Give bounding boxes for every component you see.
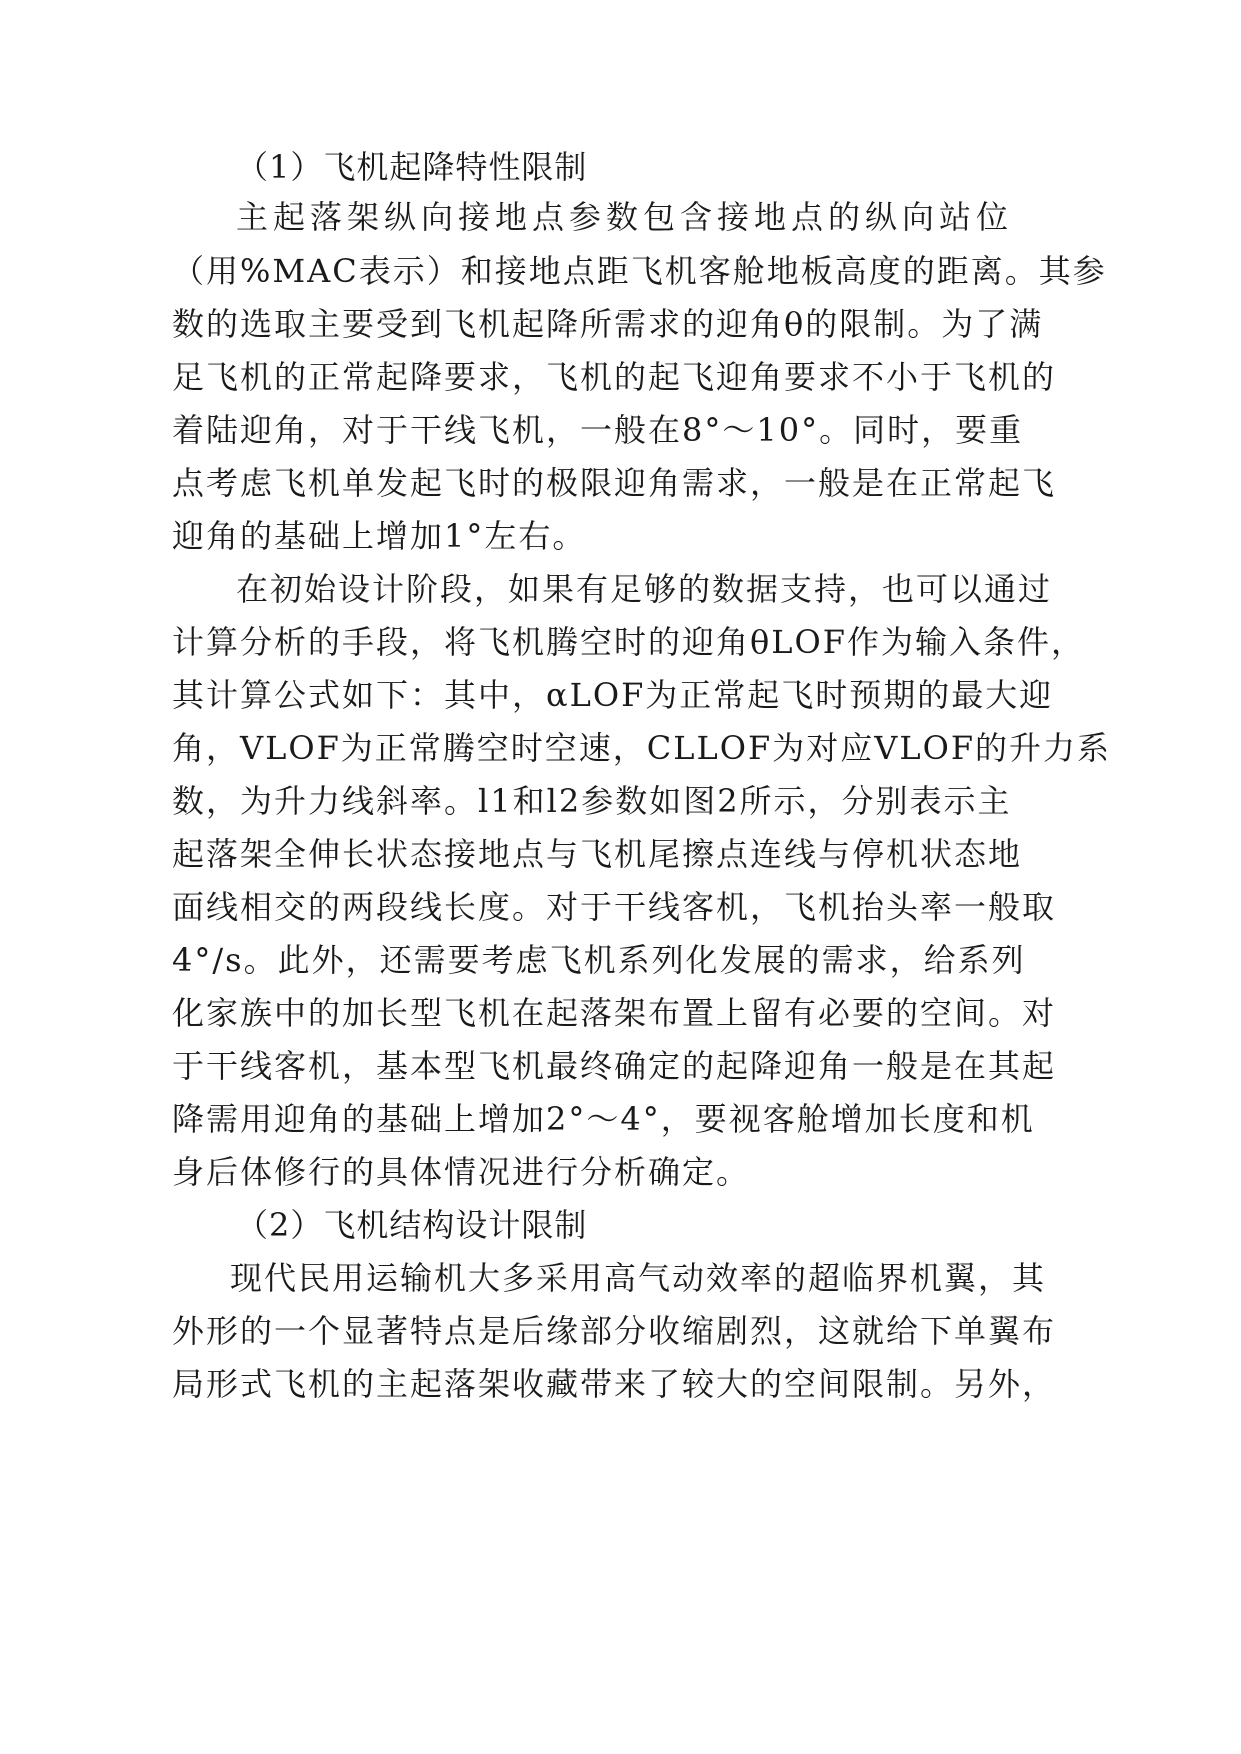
paragraph-line: 角，VLOF为正常腾空时空速，CLLOF为对应VLOF的升力系 [172,729,1112,767]
paragraph-line: 现代民用运输机大多采用高气动效率的超临界机翼，其 [230,1259,1047,1297]
section-heading: （2）飞机结构设计限制 [236,1206,588,1244]
paragraph-line: 于干线客机，基本型飞机最终确定的起降迎角一般是在其起 [172,1047,1057,1085]
paragraph-line: 主起落架纵向接地点参数包含接地点的纵向站位 [236,198,1014,236]
paragraph-line: 化家族中的加长型飞机在起落架布置上留有必要的空间。对 [172,994,1057,1032]
section-heading: （1）飞机起降特性限制 [236,148,588,186]
paragraph-line: 身后体修行的具体情况进行分析确定。 [172,1153,751,1191]
paragraph-line: 着陆迎角，对于干线飞机，一般在8°～10°。同时，要重 [172,411,1024,449]
paragraph-line: 局形式飞机的主起落架收藏带来了较大的空间限制。另外， [172,1365,1057,1403]
paragraph-line: 起落架全伸长状态接地点与飞机尾擦点连线与停机状态地 [172,835,1023,873]
paragraph-line: （用%MAC表示）和接地点距飞机客舱地板高度的距离。其参 [172,252,1107,290]
paragraph-line: 其计算公式如下：其中，αLOF为正常起飞时预期的最大迎 [172,676,1054,714]
paragraph-line: 足飞机的正常起降要求，飞机的起飞迎角要求不小于飞机的 [172,358,1057,396]
paragraph-line: 降需用迎角的基础上增加2°～4°，要视客舱增加长度和机 [172,1100,1035,1138]
paragraph-line: 在初始设计阶段，如果有足够的数据支持，也可以通过 [236,570,1053,608]
paragraph-line: 数的选取主要受到飞机起降所需求的迎角θ的限制。为了满 [172,305,1044,343]
paragraph-line: 4°/s。此外，还需要考虑飞机系列化发展的需求，给系列 [172,941,1026,979]
paragraph-line: 面线相交的两段线长度。对于干线客机，飞机抬头率一般取 [172,888,1057,926]
paragraph-line: 迎角的基础上增加1°左右。 [172,517,587,555]
paragraph-line: 数，为升力线斜率。l1和l2参数如图2所示，分别表示主 [172,782,1012,820]
paragraph-line: 点考虑飞机单发起飞时的极限迎角需求，一般是在正常起飞 [172,464,1057,502]
paragraph-line: 计算分析的手段，将飞机腾空时的迎角θLOF作为输入条件， [172,623,1085,661]
paragraph-line: 外形的一个显著特点是后缘部分收缩剧烈，这就给下单翼布 [172,1312,1057,1350]
